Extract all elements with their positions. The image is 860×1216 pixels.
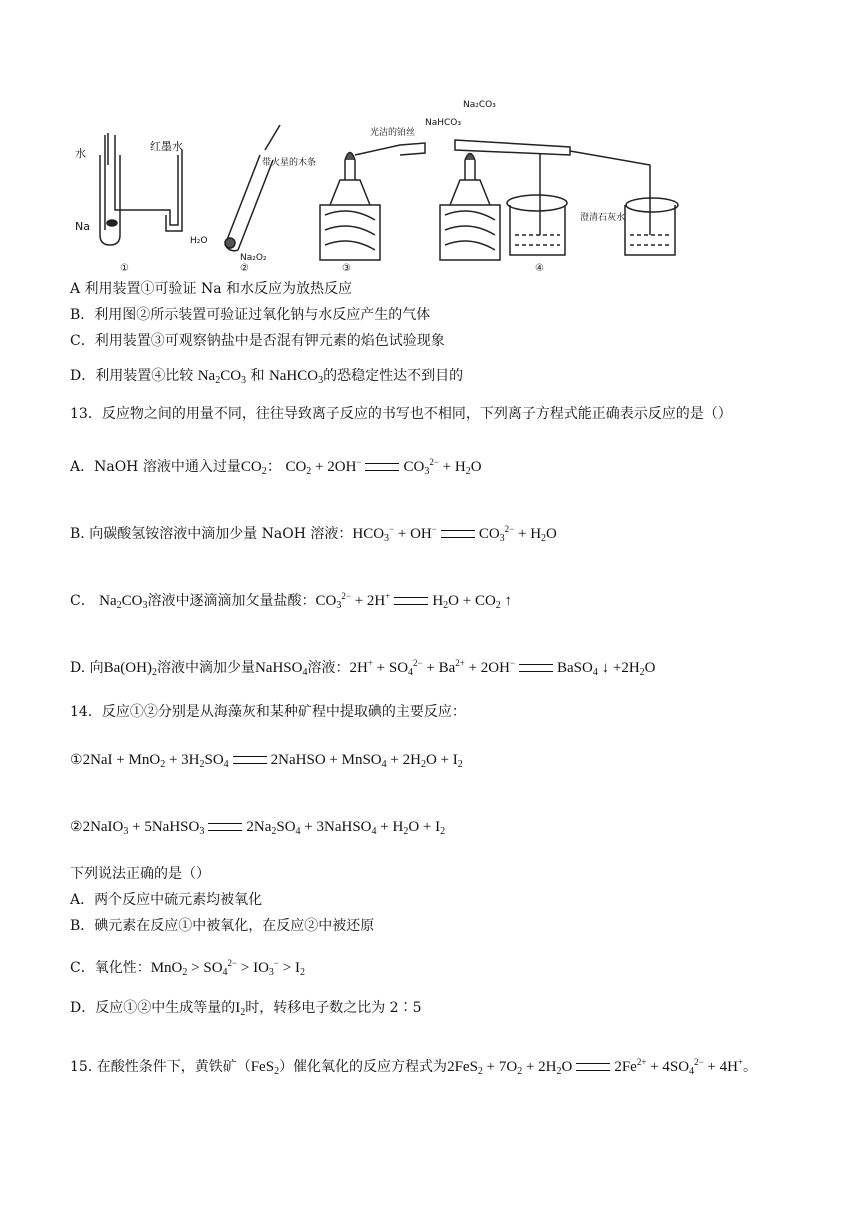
q14-stem: 14．反应①②分别是从海藻灰和某种矿程中提取碘的主要反应：: [70, 704, 466, 720]
apparatus-4: [440, 140, 678, 260]
q13-stem: 13．反应物之间的用量不同，往往导致离子反应的书写也不相同，下列离子方程式能正确表示反应的是（）: [70, 406, 732, 422]
q14-option-c: C．氧化性：$MnO_2 > SO_4^{2-} > IO_3^- > I_2$: [70, 958, 305, 978]
q13-d-text: 溶液中滴加少量: [156, 660, 255, 676]
q13-option-a: A．NaOH 溶液中通入过量$CO_2$： $CO_2 + 2OH^-$ $CO_3^{2-} + H_2O$: [70, 457, 482, 477]
q13-c-text: 溶液中逐滴滴加攵量盐酸：: [147, 593, 316, 609]
apparatus-2: [225, 125, 280, 251]
q15-pre: 15. 在酸性条件下，黄铁矿（: [70, 1059, 251, 1075]
label-na: Na: [75, 220, 90, 233]
q14-reaction-2: ②2NaIO$_3$ + 5NaHSO$_3$ $2Na_2SO_4$ + 3NaHSO$_4$ + $H_2O + I_2$: [70, 819, 446, 837]
q13-option-d: D. 向$Ba(OH)_2$溶液中滴加少量NaHSO$_4$溶液：$2H^+ + SO_4^{2-} + Ba^{2+} + 2OH^-$ BaSO$_4$ ↓ $+2H_2O$: [70, 658, 656, 678]
q12-d-pre: D．利用装置④比较: [70, 368, 194, 384]
q15-stem: 15. 在酸性条件下，黄铁矿（FeS$_2$）催化氧化的反应方程式为$2FeS_2 + 7O_2 + 2H_2O$ $2Fe^{2+} + 4SO_4^{2-} + 4H^+$。: [70, 1057, 758, 1077]
q15-end: 。: [743, 1059, 758, 1075]
apparatus-3: [320, 143, 425, 260]
label-clean-pt: 光洁的铂丝: [370, 128, 416, 138]
q14-reaction-1: ①2NaI + $MnO_2 + 3H_2SO_4$ 2NaHSO + MnSO$_4$ + $2H_2O + I_2$: [70, 752, 463, 770]
q14-option-d: D．反应①②中生成等量的$I_2$时，转移电子数之比为 2∶5: [70, 1000, 422, 1018]
formula-nahco3: NaHCO$_3$: [268, 368, 324, 386]
label-red-ink: 红墨水: [150, 140, 183, 153]
label-n4: ④: [535, 263, 544, 274]
q13-d-pre: D. 向: [70, 660, 104, 676]
label-nahco3: NaHCO₃: [425, 118, 461, 128]
q14-r1-num: ①: [70, 752, 83, 768]
q14-d-post: 时，转移电子数之比为 2∶5: [245, 1000, 422, 1016]
q13-b-text: B. 向碳酸氢铵溶液中滴加少量 NaOH 溶液：: [70, 526, 353, 542]
q14-option-b: B．碘元素在反应①中被氧化，在反应②中被还原: [70, 918, 375, 934]
label-n1: ①: [120, 263, 129, 274]
q14-ask: 下列说法正确的是（）: [70, 866, 210, 882]
label-n3: ③: [342, 263, 351, 274]
label-h2o: H₂O: [190, 236, 208, 246]
label-water: 水: [75, 147, 86, 160]
q14-d-pre: D．反应①②中生成等量的: [70, 1000, 236, 1016]
q13-option-c: C． $Na_2CO_3$溶液中逐滴滴加攵量盐酸：$CO_3^{2-} + 2H^+$ $H_2O + CO_2$ ↑: [70, 591, 513, 611]
q14-c-text: C．氧化性：: [70, 960, 151, 976]
label-na2co3: Na₂CO₃: [463, 100, 496, 110]
q12-option-a: A 利用装置①可验证 Na 和水反应为放热反应: [70, 281, 353, 297]
label-na2o2: Na₂O₂: [240, 253, 267, 263]
q14-r2-num: ②: [70, 819, 83, 835]
q12-d-mid: 和: [250, 368, 265, 384]
label-splint: 带火星的木条: [262, 158, 317, 168]
q12-option-d: [70, 366, 463, 391]
q13-option-b: B. 向碳酸氢铵溶液中滴加少量 NaOH 溶液：$HCO_3^- + OH^-$ $CO_3^{2-} + H_2O$: [70, 524, 557, 544]
apparatus-figure: [70, 95, 710, 275]
q12-option-c: C．利用装置③可观察钠盐中是否混有钾元素的焰色试验现象: [70, 333, 445, 349]
q15-mid: ）催化氧化的反应方程式为: [279, 1059, 448, 1075]
label-n2: ②: [240, 263, 249, 274]
formula-na2co3: $Na_2CO_3$: [197, 368, 247, 386]
label-limewater: 澄清石灰水: [580, 213, 626, 223]
q14-option-a: A．两个反应中硫元素均被氧化: [70, 892, 263, 908]
q12-option-b: B．利用图②所示装置可验证过氧化钠与水反应产生的气体: [70, 307, 431, 323]
q12-d-post: 的恐稳定性达不到目的: [323, 368, 464, 384]
q13-d-text2: 溶液：: [307, 660, 350, 676]
q13-a-text: A．NaOH 溶液中通入过量: [70, 459, 241, 475]
